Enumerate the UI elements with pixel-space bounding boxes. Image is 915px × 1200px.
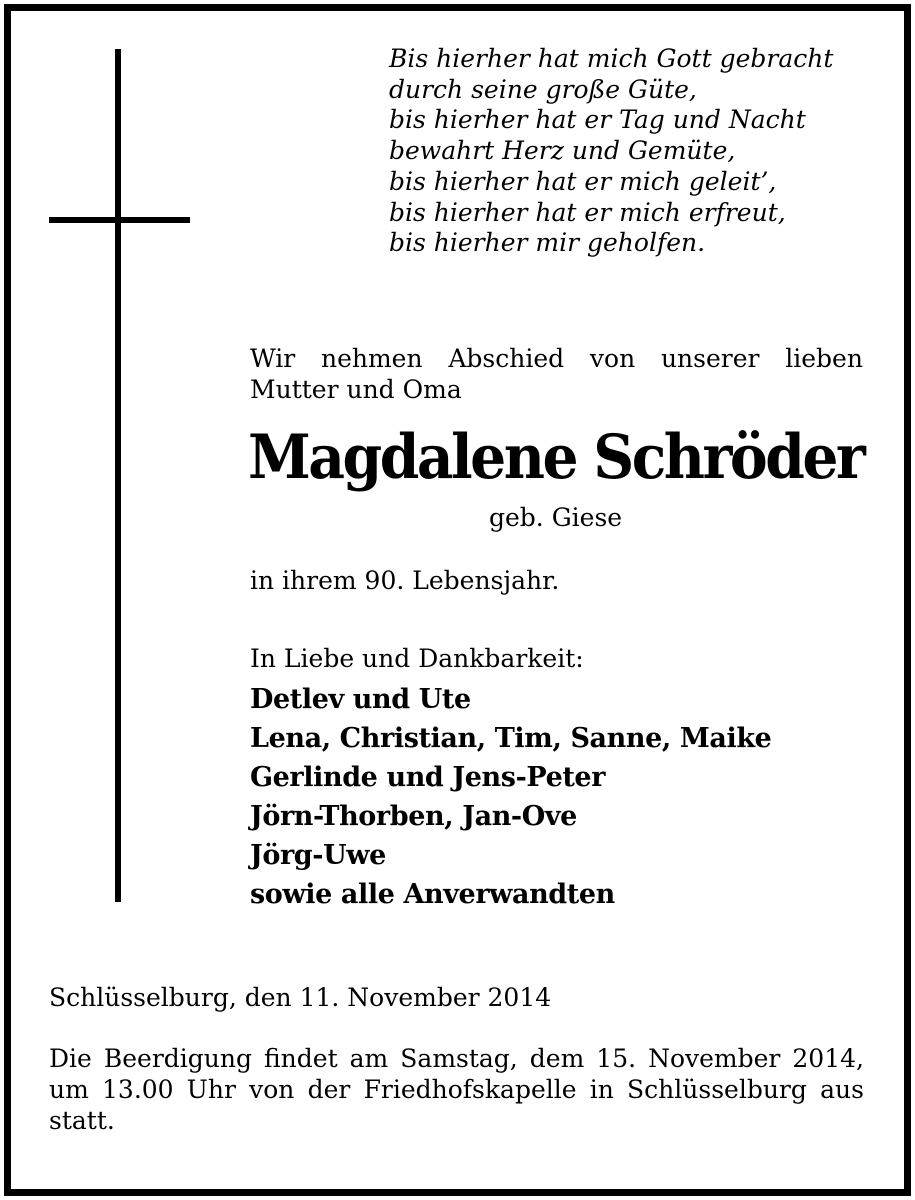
mourner-entry: Jörn-Thorben, Jan-Ove [250,801,577,832]
funeral-notice [49,1043,864,1136]
funeral-word: in [589,1075,614,1104]
funeral-word: der [307,1075,351,1104]
funeral-word: Beerdigung [103,1044,252,1073]
funeral-line1 [49,1043,864,1074]
poem-line: bis hierher hat er Tag und Nacht [389,105,806,135]
deceased-name: Magdalene Schröder [248,422,864,493]
intro-word: lieben [785,344,863,373]
funeral-word: 15. [596,1044,637,1073]
funeral-word: November [648,1044,781,1073]
funeral-word: Die [49,1044,92,1073]
mourner-entry: Gerlinde und Jens-Peter [250,762,606,793]
mourner-entry: Jörg-Uwe [250,840,386,871]
mourner-entry: Lena, Christian, Tim, Sanne, Maike [250,723,772,754]
funeral-word: 13.00 [102,1075,174,1104]
funeral-word: aus [820,1075,864,1104]
age-text: in ihrem 90. Lebensjahr. [250,566,560,595]
place-date: Schlüsselburg, den 11. November 2014 [49,983,552,1012]
intro-word: von [589,344,636,373]
poem-line: bis hierher hat er mich erfreut, [389,197,786,227]
cross-icon-horizontal-bar [49,217,190,223]
funeral-word: Schlüsselburg [627,1075,807,1104]
mourners-intro: In Liebe und Dankbarkeit: [250,644,584,673]
farewell-intro-line1 [250,343,863,374]
funeral-word: von [249,1075,295,1104]
poem-line: bis hierher hat er mich geleit’, [389,166,777,196]
cross-icon-vertical-bar [115,49,121,902]
intro-word: unserer [660,344,760,373]
funeral-line3: statt. [49,1106,115,1135]
farewell-intro [250,343,863,405]
funeral-line2 [49,1074,864,1105]
maiden-name: geb. Giese [489,503,623,532]
intro-word: nehmen [320,344,423,373]
funeral-word: Uhr [186,1075,236,1104]
funeral-word: Samstag, [400,1044,518,1073]
funeral-word: dem [529,1044,585,1073]
intro-word: Wir [250,344,296,373]
poem [389,44,889,259]
poem-line: bis hierher mir geholfen. [389,228,706,258]
poem-line: bewahrt Herz und Gemüte, [389,136,736,166]
funeral-word: Friedhofskapelle [363,1075,577,1104]
mourners-list [250,680,771,914]
mourner-entry: Detlev und Ute [250,684,471,715]
mourner-entry: sowie alle Anverwandten [250,879,615,910]
funeral-word: um [49,1075,89,1104]
funeral-word: 2014, [792,1044,864,1073]
funeral-word: am [349,1044,389,1073]
poem-line: Bis hierher hat mich Gott gebracht [389,44,834,73]
intro-word: Abschied [448,344,565,373]
poem-line: durch seine große Güte, [389,74,697,104]
funeral-word: findet [264,1044,338,1073]
farewell-intro-line2: Mutter und Oma [250,375,462,404]
